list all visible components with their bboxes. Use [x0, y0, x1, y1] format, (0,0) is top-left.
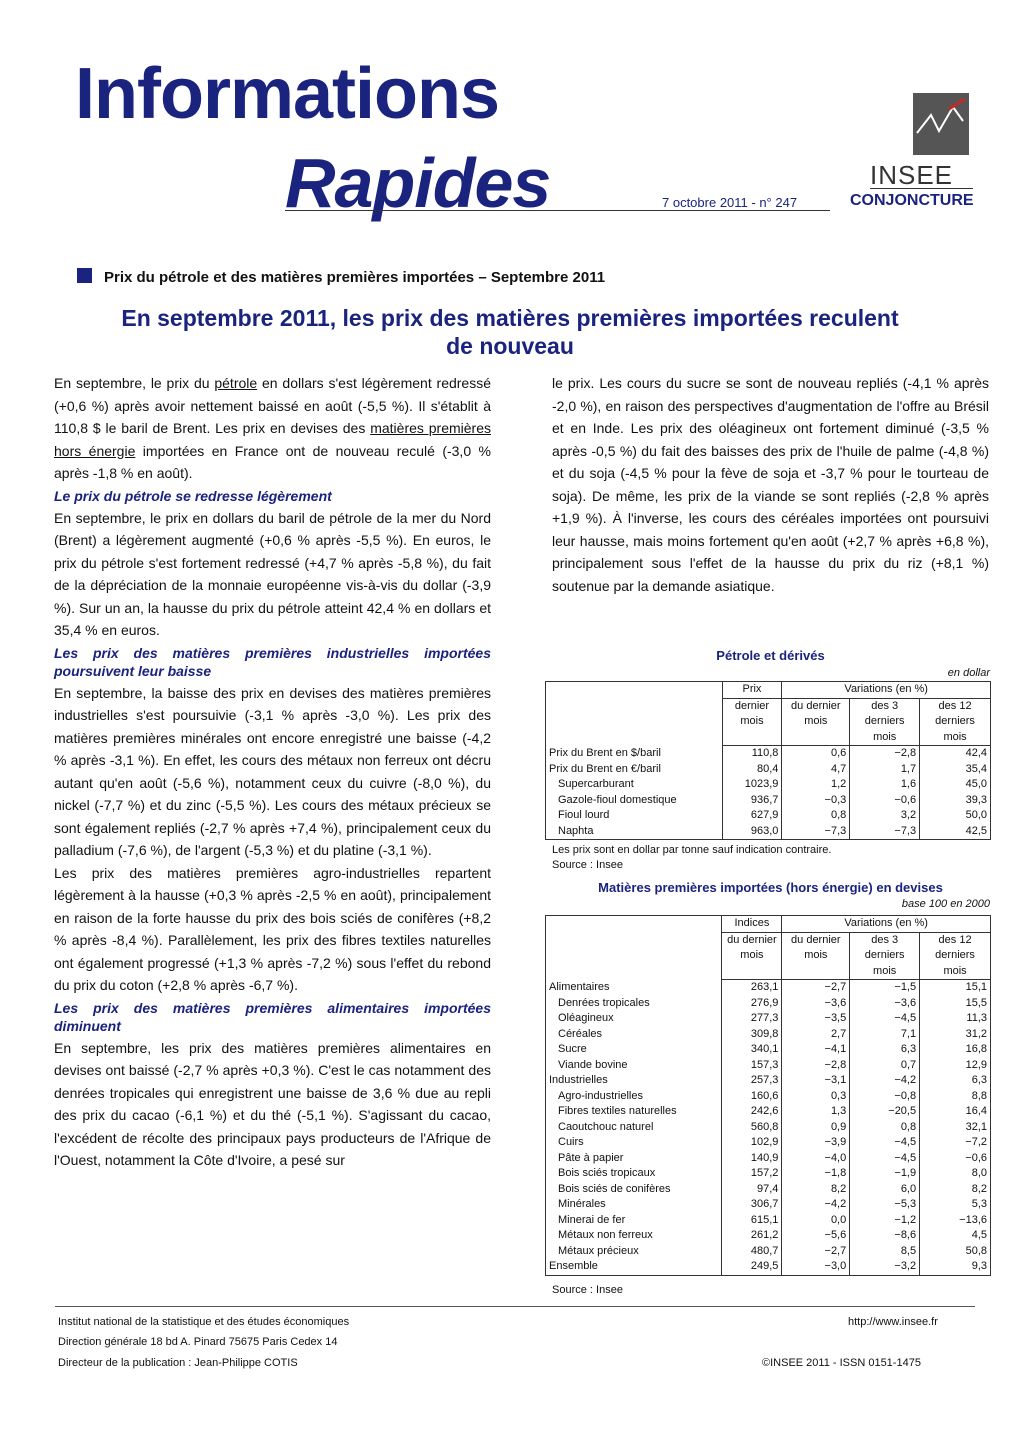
- table2-row-label: Métaux précieux: [546, 1244, 722, 1260]
- table1-note: Les prix sont en dollar par tonne sauf indication contraire.: [552, 844, 832, 856]
- table2-cell: 2,7: [782, 1027, 850, 1043]
- table1-cell: −0,6: [850, 793, 920, 809]
- title-informations: Informations: [75, 54, 500, 134]
- table2-cell: 263,1: [722, 980, 782, 996]
- table2-cell: 15,5: [920, 996, 991, 1012]
- table2-row: [546, 1027, 991, 1043]
- kicker: Prix du pétrole et des matières premières importées – Septembre 2011: [104, 269, 606, 286]
- table2-cell: −4,0: [782, 1151, 850, 1167]
- column-left: [54, 372, 491, 1172]
- column-right: [552, 372, 989, 597]
- kicker-square-icon: [77, 268, 92, 283]
- table-petrole: [545, 681, 991, 840]
- table1-row-label: Prix du Brent en $/baril: [546, 746, 723, 762]
- table1-source: Source : Insee: [552, 859, 623, 871]
- table2-cell: −1,9: [850, 1166, 920, 1182]
- table2-cell: −2,7: [782, 1244, 850, 1260]
- footer-institute: Institut national de la statistique et des études économiques: [58, 1316, 350, 1328]
- table2-cell: 1,3: [782, 1104, 850, 1120]
- table2-cell: 0,7: [850, 1058, 920, 1074]
- table1-row: [546, 777, 991, 793]
- table1-cell: 110,8: [722, 746, 782, 762]
- subheading-alimentaires: Les prix des matières premières alimentaires importées diminuent: [54, 999, 491, 1034]
- table2-row: [546, 1104, 991, 1120]
- table2-cell: 16,8: [920, 1042, 991, 1058]
- table2-header-col: du dernier mois: [722, 932, 782, 980]
- table2-row-label: Ensemble: [546, 1259, 722, 1275]
- table1-cell: −7,3: [850, 824, 920, 840]
- table1-cell: 1,2: [782, 777, 850, 793]
- table2-header-var: Variations (en %): [782, 916, 991, 933]
- paragraph-continued: le prix. Les cours du sucre se sont de nouveau repliés (-4,1 % après -2,0 %), en raison des perspectives d'augmentation de l'offre au Brésil et en Inde. Les prix des oléagineux ont fortement diminué (-3,5 % après -0,5 %) du fait des baisses des prix de l'huile de palme (-4,8 %) et du soja (-4,5 % pour la fève de soja et -3,7 % pour le tourteau de soja). De même, les prix de la viande se sont repliés (-2,8 % après +1,9 %). À l'inverse, les cours des céréales importées ont poursuivi leur hausse, mais moins fortement qu'en août (+2,7 % après +6,8 %), principalement sous l'effet de la hausse du prix du riz (+8,1 %) soutenue par la demande asiatique.: [552, 375, 989, 594]
- table1-row-label: Gazole-fioul domestique: [546, 793, 723, 809]
- table2-cell: 249,5: [722, 1259, 782, 1275]
- title-rapides: Rapides: [285, 144, 551, 222]
- table2-cell: 157,2: [722, 1166, 782, 1182]
- table2-cell: −3,6: [850, 996, 920, 1012]
- table1-cell: 1023,9: [722, 777, 782, 793]
- table2-row-label: Métaux non ferreux: [546, 1228, 722, 1244]
- table2-cell: −3,9: [782, 1135, 850, 1151]
- table1-cell: 0,6: [782, 746, 850, 762]
- footer-rule: [55, 1306, 975, 1307]
- logo-conjoncture-text: CONJONCTURE: [850, 192, 974, 209]
- table2-cell: 6,3: [850, 1042, 920, 1058]
- table2-row-label: Oléagineux: [546, 1011, 722, 1027]
- paragraph-agro: Les prix des matières premières agro-industrielles repartent légèrement à la hausse (+0,3 % après -2,5 % en août), principalement en raison de la forte hausse du prix des bois sciés de conifères (+8,2 % après -8,4 %). Parallèlement, les prix des fibres textiles naturelles ont également progressé (+1,3 % après -7,2 %) sous l'effet du rebond du prix du coton (+2,8 % après -6,7 %).: [54, 864, 491, 993]
- table2-cell: 480,7: [722, 1244, 782, 1260]
- table2-cell: 306,7: [722, 1197, 782, 1213]
- table2-cell: 0,9: [782, 1120, 850, 1136]
- table1-header-var: Variations (en %): [782, 682, 991, 699]
- table2-unit: base 100 en 2000: [901, 898, 990, 910]
- table2-cell: −4,5: [850, 1011, 920, 1027]
- table1-row-label: Supercarburant: [546, 777, 723, 793]
- table2-row-label: Agro-industrielles: [546, 1089, 722, 1105]
- intro-paragraph: En septembre, le prix du pétrole en dollars s'est légèrement redressé (+0,6 %) après avoir nettement baissé en août (-5,5 %). Il s'établit à 110,8 $ le baril de Brent. Les prix en devises des matières premières hors énergie importées en France ont de nouveau reculé (-3,0 % après -1,8 % en août).: [54, 375, 492, 481]
- table1-cell: 45,0: [920, 777, 991, 793]
- table2-cell: 9,3: [920, 1259, 991, 1275]
- subheading-industrielles: Les prix des matières premières industrielles importées poursuivent leur baisse: [54, 644, 491, 679]
- table2-row: [546, 1042, 991, 1058]
- table1-cell: 0,8: [782, 808, 850, 824]
- table2-row: [546, 1120, 991, 1136]
- footer-issn: ©INSEE 2011 - ISSN 0151-1475: [762, 1357, 921, 1369]
- table1-header-col: des 12 derniers mois: [920, 698, 991, 746]
- table2-header-index: Indices: [722, 916, 782, 933]
- table1-cell: −7,3: [782, 824, 850, 840]
- table2-cell: 8,2: [782, 1182, 850, 1198]
- table2-cell: −5,6: [782, 1228, 850, 1244]
- table2-row: [546, 1135, 991, 1151]
- link-matieres[interactable]: matières premières hors énergie: [54, 420, 491, 459]
- table2-row: [546, 1244, 991, 1260]
- table2-row-label: Caoutchouc naturel: [546, 1120, 722, 1136]
- table1-row: [546, 793, 991, 809]
- table2-cell: −0,6: [920, 1151, 991, 1167]
- table1-cell: −0,3: [782, 793, 850, 809]
- table2-cell: −4,5: [850, 1151, 920, 1167]
- table2-row: [546, 996, 991, 1012]
- table2-header-col: des 3 derniers mois: [850, 932, 920, 980]
- table1-cell: 1,7: [850, 762, 920, 778]
- table2-cell: 97,4: [722, 1182, 782, 1198]
- table1-cell: 1,6: [850, 777, 920, 793]
- table2-cell: 276,9: [722, 996, 782, 1012]
- table1-caption: Pétrole et dérivés: [716, 648, 825, 663]
- table1-row-label: Fioul lourd: [546, 808, 723, 824]
- logo-insee-text: INSEE: [870, 160, 954, 190]
- table2-cell: −1,5: [850, 980, 920, 996]
- table1-cell: 4,7: [782, 762, 850, 778]
- table1-header-col: du dernier mois: [782, 698, 850, 746]
- table2-row-label: Viande bovine: [546, 1058, 722, 1074]
- table1-header-price: Prix: [722, 682, 782, 699]
- link-petrole[interactable]: pétrole: [214, 375, 258, 391]
- table2-row: [546, 1228, 991, 1244]
- table2-cell: 309,8: [722, 1027, 782, 1043]
- headline: En septembre 2011, les prix des matières premières importées reculent de nouveau: [121, 305, 899, 359]
- table1-cell: 42,4: [920, 746, 991, 762]
- table2-row-label: Pâte à papier: [546, 1151, 722, 1167]
- table2-cell: 12,9: [920, 1058, 991, 1074]
- table1-cell: 39,3: [920, 793, 991, 809]
- table2-cell: 140,9: [722, 1151, 782, 1167]
- table2-cell: 8,0: [920, 1166, 991, 1182]
- table1-cell: 35,4: [920, 762, 991, 778]
- table1-cell: 936,7: [722, 793, 782, 809]
- issue-date: 7 octobre 2011 - n° 247: [662, 195, 798, 210]
- table2-row-label: Alimentaires: [546, 980, 722, 996]
- table1-cell: 80,4: [722, 762, 782, 778]
- table2-cell: 11,3: [920, 1011, 991, 1027]
- footer-director: Directeur de la publication : Jean-Philippe COTIS: [58, 1357, 298, 1369]
- table1-unit: en dollar: [947, 667, 990, 679]
- table2-cell: 160,6: [722, 1089, 782, 1105]
- table1-cell: −2,8: [850, 746, 920, 762]
- table1-row: [546, 824, 991, 840]
- table2-cell: 261,2: [722, 1228, 782, 1244]
- table2-cell: 277,3: [722, 1011, 782, 1027]
- table2-cell: 560,8: [722, 1120, 782, 1136]
- paragraph-industrielles: En septembre, la baisse des prix en devises des matières premières industrielles s'est poursuivie (-3,1 % après -3,0 %). Les prix des matières premières minérales ont encore enregistré une baisse (-4,2 % après -3,1 %). En effet, les cours des métaux non ferreux ont décru autant qu'en août (-5,6 %), notamment ceux du cuivre (-8,0 %), du nickel (-7,7 %) et du zinc (-5,5 %). Les cours des métaux précieux se sont également repliés (-2,7 % après +7,4 %), principalement ceux du palladium (-7,6 %), de l'argent (-5,3 %) et du platine (-3,1 %).: [54, 684, 491, 858]
- table2-row: [546, 1182, 991, 1198]
- logo-graphic-icon: [913, 93, 969, 155]
- table2-row-label: Denrées tropicales: [546, 996, 722, 1012]
- table1-cell: 3,2: [850, 808, 920, 824]
- table2-header-col: des 12 derniers mois: [920, 932, 991, 980]
- table1-cell: 50,0: [920, 808, 991, 824]
- table2-cell: −3,2: [850, 1259, 920, 1275]
- table2-cell: 340,1: [722, 1042, 782, 1058]
- table2-cell: 6,0: [850, 1182, 920, 1198]
- table2-row-label: Sucre: [546, 1042, 722, 1058]
- table2-cell: −5,3: [850, 1197, 920, 1213]
- table2-cell: 615,1: [722, 1213, 782, 1229]
- table1-cell: 42,5: [920, 824, 991, 840]
- table2-row: [546, 1197, 991, 1213]
- table2-cell: −4,2: [782, 1197, 850, 1213]
- table2-cell: −1,8: [782, 1166, 850, 1182]
- table2-cell: 0,0: [782, 1213, 850, 1229]
- table2-row: [546, 1089, 991, 1105]
- table1-row: [546, 746, 991, 762]
- table2-cell: 16,4: [920, 1104, 991, 1120]
- table2-cell: −3,0: [782, 1259, 850, 1275]
- table2-cell: 7,1: [850, 1027, 920, 1043]
- table1-cell: 963,0: [722, 824, 782, 840]
- table2-row: [546, 1166, 991, 1182]
- table2-row: [546, 1151, 991, 1167]
- table2-cell: −2,7: [782, 980, 850, 996]
- table2-cell: −7,2: [920, 1135, 991, 1151]
- table2-row: [546, 1073, 991, 1089]
- table2-row: [546, 1213, 991, 1229]
- insee-logo: [850, 88, 980, 218]
- table2-cell: 31,2: [920, 1027, 991, 1043]
- table2-cell: 102,9: [722, 1135, 782, 1151]
- subheading-petrole: Le prix du pétrole se redresse légèrement: [54, 487, 332, 504]
- table2-cell: 0,3: [782, 1089, 850, 1105]
- table2-cell: 32,1: [920, 1120, 991, 1136]
- table2-row-label: Cuirs: [546, 1135, 722, 1151]
- table2-cell: 15,1: [920, 980, 991, 996]
- table1-row-label: Naphta: [546, 824, 723, 840]
- table2-row: [546, 1259, 991, 1275]
- table1-cell: 627,9: [722, 808, 782, 824]
- table2-row-label: Bois sciés de conifères: [546, 1182, 722, 1198]
- table2-caption: Matières premières importées (hors énergie) en devises: [598, 880, 943, 895]
- table2-row: [546, 1011, 991, 1027]
- table2-cell: 242,6: [722, 1104, 782, 1120]
- table2-cell: 8,8: [920, 1089, 991, 1105]
- table2-cell: 50,8: [920, 1244, 991, 1260]
- table1-header-col: des 3 derniers mois: [850, 698, 920, 746]
- table2-cell: 6,3: [920, 1073, 991, 1089]
- table2-cell: −3,5: [782, 1011, 850, 1027]
- table2-cell: −4,2: [850, 1073, 920, 1089]
- table-matieres: [545, 915, 991, 1276]
- paragraph-alimentaires: En septembre, les prix des matières premières alimentaires en devises ont baissé (-2,7 % après +0,3 %). C'est le cas notamment des denrées tropicales qui enregistrent une baisse de 3,6 % due au repli des prix du cacao (-6,1 %) et du thé (-5,1 %). S'agissant du cacao, l'excédent de récolte des principaux pays producteurs de l'Afrique de l'Ouest, notamment la Côte d'Ivoire, a pesé sur: [54, 1039, 491, 1168]
- table1-row: [546, 762, 991, 778]
- table2-cell: −13,6: [920, 1213, 991, 1229]
- table2-cell: 4,5: [920, 1228, 991, 1244]
- table2-cell: −2,8: [782, 1058, 850, 1074]
- table2-cell: −4,1: [782, 1042, 850, 1058]
- table2-cell: −3,1: [782, 1073, 850, 1089]
- table2-row-label: Minérales: [546, 1197, 722, 1213]
- table2-row-label: Industrielles: [546, 1073, 722, 1089]
- table2-row-label: Bois sciés tropicaux: [546, 1166, 722, 1182]
- table1-row-label: Prix du Brent en €/baril: [546, 762, 723, 778]
- table2-cell: −0,8: [850, 1089, 920, 1105]
- table2-row-label: Minerai de fer: [546, 1213, 722, 1229]
- logo-rule: [870, 188, 973, 189]
- paragraph-petrole: En septembre, le prix en dollars du baril de pétrole de la mer du Nord (Brent) a légèrement augmenté (+0,6 % après -5,5 %). En euros, le prix du pétrole s'est fortement redressé (+4,7 % après -5,8 %), du fait de la dépréciation de la monnaie européenne vis-à-vis du dollar (-3,9 %). Sur un an, la hausse du prix du pétrole atteint 42,4 % en dollars et 35,4 % en euros.: [54, 509, 491, 638]
- table2-row: [546, 980, 991, 996]
- table1-row: [546, 808, 991, 824]
- table2-cell: 257,3: [722, 1073, 782, 1089]
- footer-url-link[interactable]: http://www.insee.fr: [848, 1316, 938, 1328]
- table2-cell: −3,6: [782, 996, 850, 1012]
- table2-header-col: du dernier mois: [782, 932, 850, 980]
- table2-source: Source : Insee: [552, 1284, 623, 1296]
- table2-cell: −4,5: [850, 1135, 920, 1151]
- table2-cell: −8,6: [850, 1228, 920, 1244]
- table2-cell: 5,3: [920, 1197, 991, 1213]
- table2-row-label: Céréales: [546, 1027, 722, 1043]
- title-rule: [285, 210, 830, 211]
- table2-cell: −20,5: [850, 1104, 920, 1120]
- footer-address: Direction générale 18 bd A. Pinard 75675 Paris Cedex 14: [58, 1336, 338, 1348]
- table2-row-label: Fibres textiles naturelles: [546, 1104, 722, 1120]
- table2-row: [546, 1058, 991, 1074]
- table1-header-col: dernier mois: [722, 698, 782, 746]
- table2-cell: 8,5: [850, 1244, 920, 1260]
- table2-cell: 8,2: [920, 1182, 991, 1198]
- table2-cell: 0,8: [850, 1120, 920, 1136]
- table2-cell: 157,3: [722, 1058, 782, 1074]
- table2-cell: −1,2: [850, 1213, 920, 1229]
